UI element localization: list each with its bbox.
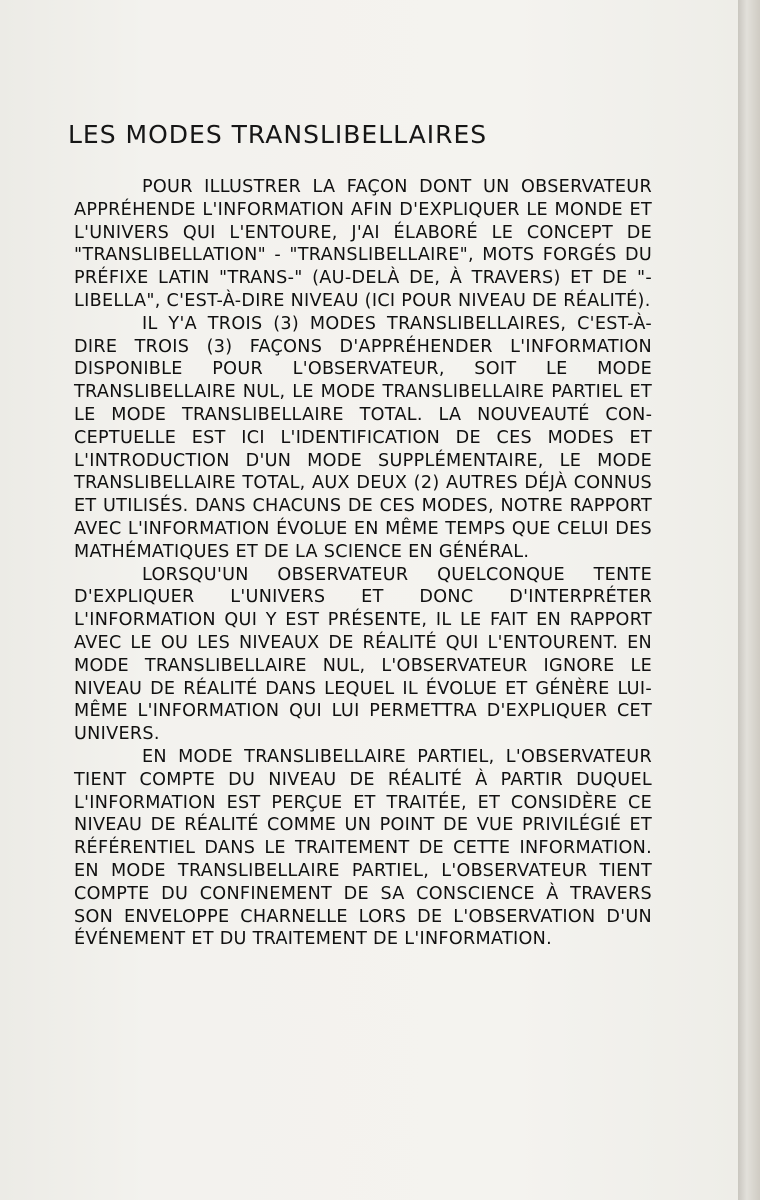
body-text [74, 176, 652, 951]
page-title: LES MODES TRANSLIBELLAIRES [68, 120, 488, 149]
page-edge [738, 0, 760, 1200]
paragraph-1: POUR ILLUSTRER LA FAÇON DONT UN OBSERVATEUR APPRÉHENDE L'INFORMATION AFIN D'EXPLIQUER LE MONDE ET L'UNIVERS QUI L'ENTOURE, J'AI ÉLABORÉ LE CONCEPT DE "TRANSLIBELLATION" - "TRANSLIBELLAIRE", MOTS FORGÉS DU PRÉFIXE LATIN "TRANS-" (AU-DELÀ DE, À TRAVERS) ET DE "-LIBELLA", C'EST-À-DIRE NIVEAU (ICI POUR NIVEAU DE RÉALITÉ). [74, 177, 652, 311]
paragraph-3: LORSQU'UN OBSERVATEUR QUELCONQUE TENTE D'EXPLIQUER L'UNIVERS ET DONC D'INTERPRÉTER L'INFORMATION QUI Y EST PRÉSENTE, IL LE FAIT EN RAPPORT AVEC LE OU LES NIVEAUX DE RÉALITÉ QUI L'ENTOURENT. EN MODE TRANSLIBELLAIRE NUL, L'OBSERVATEUR IGNORE LE NIVEAU DE RÉALITÉ DANS LEQUEL IL ÉVOLUE ET GÉNÈRE LUI-MÊME L'INFORMATION QUI LUI PERMETTRA D'EXPLIQUER CET UNIVERS. [74, 564, 652, 745]
paragraph-4: EN MODE TRANSLIBELLAIRE PARTIEL, L'OBSERVATEUR TIENT COMPTE DU NIVEAU DE RÉALITÉ À PARTIR DUQUEL L'INFORMATION EST PERÇUE ET TRAITÉE, ET CONSIDÈRE CE NIVEAU DE RÉALITÉ COMME UN POINT DE VUE PRIVILÉGIÉ ET RÉFÉRENTIEL DANS LE TRAITEMENT DE CETTE INFORMATION. EN MODE TRANSLIBELLAIRE PARTIEL, L'OBSERVATEUR TIENT COMPTE DU CONFINEMENT DE SA CONSCIENCE À TRAVERS SON ENVELOPPE CHARNELLE LORS DE L'OBSERVATION D'UN ÉVÉNEMENT ET DU TRAITEMENT DE L'INFORMATION. [74, 746, 652, 950]
paragraph-2: IL Y'A TROIS (3) MODES TRANSLIBELLAIRES, C'EST-À-DIRE TROIS (3) FAÇONS D'APPRÉHENDER L'INFORMATION DISPONIBLE POUR L'OBSERVATEUR, SOIT LE MODE TRANSLIBELLAIRE NUL, LE MODE TRANSLIBELLAIRE PARTIEL ET LE MODE TRANSLIBELLAIRE TOTAL. LA NOUVEAUTÉ CONCEPTUELLE EST ICI L'IDENTIFICATION DE CES MODES ET L'INTRODUCTION D'UN MODE SUPPLÉMENTAIRE, LE MODE TRANSLIBELLAIRE TOTAL, AUX DEUX (2) AUTRES DÉJÀ CONNUS ET UTILISÉS. DANS CHACUNS DE CES MODES, NOTRE RAPPORT AVEC L'INFORMATION ÉVOLUE EN MÊME TEMPS QUE CELUI DES MATHÉMATIQUES ET DE LA SCIENCE EN GÉNÉRAL. [74, 313, 652, 562]
